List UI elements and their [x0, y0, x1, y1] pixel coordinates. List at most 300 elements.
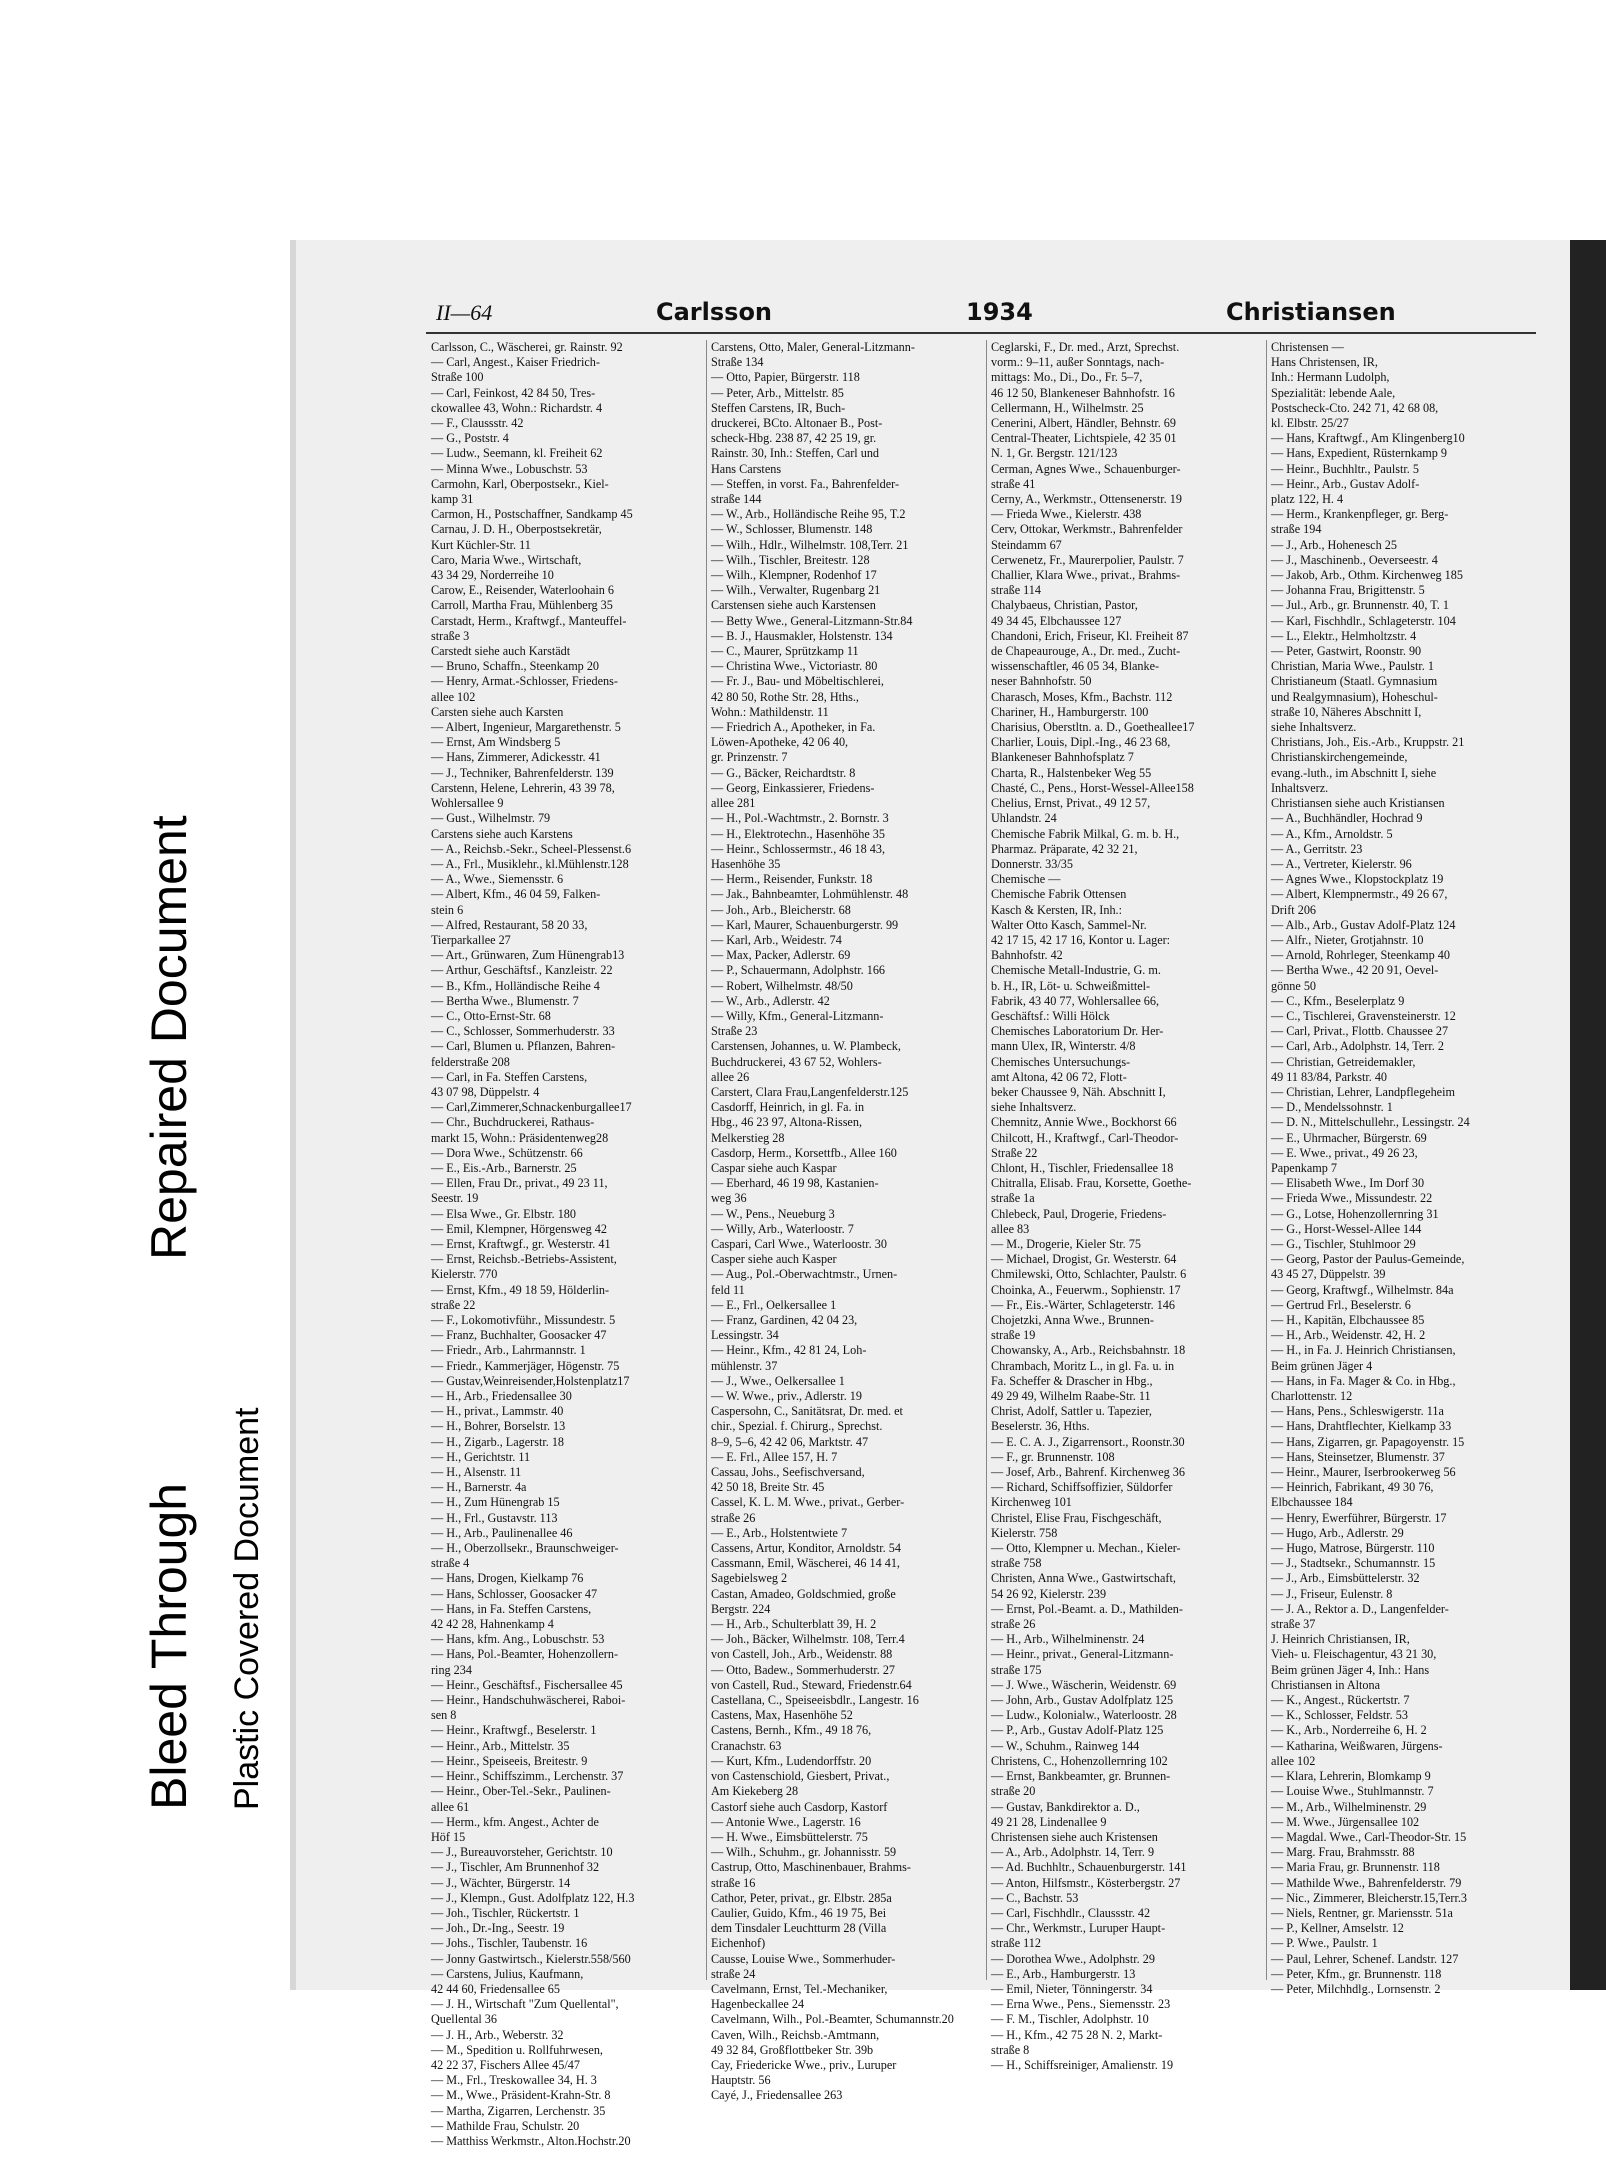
- directory-entry-line: — H., Oberzollsekr., Braunschweiger-: [431, 1541, 619, 1556]
- directory-entry-line: kamp 31: [431, 492, 474, 507]
- directory-entry-line: — Hans, in Fa. Mager & Co. in Hbg.,: [1271, 1373, 1456, 1388]
- directory-entry-line: Charisius, Oberstltn. a. D., Goetheallee17: [991, 720, 1195, 735]
- directory-entry-line: — Hans, Schlosser, Goosacker 47: [431, 1586, 598, 1601]
- directory-entry-line: — E., Eis.-Arb., Barnerstr. 25: [431, 1160, 577, 1175]
- column-3: [991, 340, 1261, 2072]
- directory-entry-line: — B. J., Hausmakler, Holstenstr. 134: [711, 628, 893, 643]
- directory-entry-line: straße 22: [431, 1297, 476, 1312]
- directory-entry-line: — F., Lokomotivführ., Missundestr. 5: [431, 1313, 616, 1327]
- directory-entry-line: — Heinr., Arb., Gustav Adolf-: [1271, 476, 1420, 491]
- directory-entry-line: — Alfred, Restaurant, 58 20 33,: [431, 917, 588, 932]
- directory-entry-line: — Franz, Buchhalter, Goosacker 47: [431, 1328, 607, 1343]
- directory-entry-line: — Carl, Feinkost, 42 84 50, Tres-: [431, 385, 596, 400]
- directory-entry-line: — Minna Wwe., Lobuschstr. 53: [431, 461, 588, 476]
- directory-entry-line: Pharmaz. Präparate, 42 32 21,: [991, 841, 1138, 856]
- directory-entry-line: — Carl, Blumen u. Pflanzen, Bahren-: [431, 1039, 616, 1054]
- directory-entry-line: — Heinr., Schlossermstr., 46 18 43,: [711, 841, 886, 856]
- directory-entry-line: — A., Arb., Adolphstr. 14, Terr. 9: [991, 1845, 1155, 1860]
- directory-entry-line: vorm.: 9–11, außer Sonntags, nach-: [991, 355, 1165, 370]
- directory-entry-line: Chalybaeus, Christian, Pastor,: [991, 598, 1138, 613]
- directory-entry-line: 42 80 50, Rothe Str. 28, Hths.,: [711, 689, 859, 704]
- directory-entry-line: — A., Vertreter, Kielerstr. 96: [1271, 856, 1412, 871]
- directory-entry-line: Cathor, Peter, privat., gr. Elbstr. 285a: [711, 1890, 892, 1905]
- directory-entry-line: Casdorp, Herm., Korsettfb., Allee 160: [711, 1145, 897, 1160]
- directory-entry-line: Cerv, Ottokar, Werkmstr., Bahrenfelder: [991, 522, 1183, 537]
- directory-entry-line: straße 20: [991, 1784, 1036, 1799]
- directory-entry-line: — Fr., Eis.-Wärter, Schlageterstr. 146: [991, 1297, 1175, 1312]
- directory-entry-line: und Realgymnasium), Hoheschul-: [1271, 689, 1438, 704]
- directory-entry-line: Chandoni, Erich, Friseur, Kl. Freiheit 87: [991, 628, 1189, 643]
- directory-entry-line: 54 26 92, Kielerstr. 239: [991, 1586, 1107, 1601]
- directory-entry-line: — J. H., Arb., Weberstr. 32: [431, 2027, 564, 2042]
- directory-entry-line: — Paul, Lehrer, Schenef. Landstr. 127: [1271, 1951, 1459, 1966]
- directory-entry-line: Chelius, Ernst, Privat., 49 12 57,: [991, 796, 1151, 811]
- directory-entry-line: — Ernst, Kfm., 49 18 59, Hölderlin-: [431, 1282, 610, 1297]
- directory-entry-line: Christensen siehe auch Kristensen: [991, 1829, 1158, 1844]
- directory-entry-line: Castens, Bernh., Kfm., 49 18 76,: [711, 1723, 872, 1738]
- directory-entry-line: — Matthiss Werkmstr., Alton.Hochstr.20: [431, 2133, 631, 2148]
- header-first-entry: Carlsson: [656, 298, 773, 326]
- directory-entry-line: — Carstens, Julius, Kaufmann,: [431, 1966, 584, 1981]
- directory-entry-line: — Niels, Rentner, gr. Mariensstr. 51a: [1271, 1905, 1453, 1920]
- directory-entry-line: — Carl, Arb., Adolphstr. 14, Terr. 2: [1271, 1039, 1444, 1054]
- directory-entry-line: Wohlersallee 9: [431, 796, 504, 811]
- directory-entry-line: — J., Arb., Eimsbüttelerstr. 32: [1271, 1571, 1420, 1586]
- directory-entry-line: — P., Kellner, Amselstr. 12: [1271, 1921, 1404, 1936]
- directory-entry-line: Fabrik, 43 40 77, Wohlersallee 66,: [991, 993, 1160, 1008]
- directory-entry-line: Steindamm 67: [991, 537, 1062, 552]
- directory-entry-line: — Albert, Kfm., 46 04 59, Falken-: [431, 887, 601, 902]
- directory-entry-line: Caulier, Guido, Kfm., 46 19 75, Bei: [711, 1905, 887, 1920]
- directory-entry-line: 43 34 29, Norderreihe 10: [431, 568, 554, 583]
- directory-entry-line: Kurt Küchler-Str. 11: [431, 537, 531, 552]
- directory-entry-line: — Hans, Pens., Schleswigerstr. 11a: [1271, 1404, 1444, 1419]
- directory-entry-line: Cranachstr. 63: [711, 1738, 782, 1753]
- directory-entry-line: — E., Uhrmacher, Bürgerstr. 69: [1271, 1130, 1427, 1145]
- directory-entry-line: — D. N., Mittelschullehr., Lessingstr. 24: [1271, 1115, 1470, 1130]
- directory-entry-line: stein 6: [431, 902, 464, 917]
- directory-entry-line: Höf 15: [431, 1829, 466, 1844]
- directory-entry-line: — Georg, Einkassierer, Friedens-: [711, 780, 875, 795]
- directory-entry-line: Uhlandstr. 24: [991, 811, 1057, 826]
- directory-entry-line: Christiansen siehe auch Kristiansen: [1271, 796, 1445, 811]
- directory-entry-line: — L., Elektr., Helmholtzstr. 4: [1271, 628, 1417, 643]
- directory-entry-line: Cerwenetz, Fr., Maurerpolier, Paulstr. 7: [991, 552, 1184, 567]
- directory-entry-line: — C., Tischlerei, Gravensteinerstr. 12: [1271, 1008, 1456, 1023]
- directory-entry-line: Chojetzki, Anna Wwe., Brunnen-: [991, 1313, 1154, 1327]
- directory-entry-line: — Hugo, Matrose, Bürgerstr. 110: [1271, 1541, 1435, 1556]
- directory-entry-line: straße 4: [431, 1556, 470, 1571]
- directory-entry-line: — Heinrich, Fabrikant, 49 30 76,: [1271, 1480, 1434, 1495]
- directory-entry-line: Inh.: Hermann Ludolph,: [1271, 370, 1390, 385]
- directory-entry-line: — Heinr., Speiseeis, Breitestr. 9: [431, 1753, 588, 1768]
- plastic-covered-label: Plastic Covered Document: [228, 1407, 266, 1810]
- directory-entry-line: Sagebielsweg 2: [711, 1571, 788, 1586]
- directory-entry-line: — Ellen, Frau Dr., privat., 49 23 11,: [431, 1176, 608, 1191]
- directory-entry-line: Cassel, K. L. M. Wwe., privat., Gerber-: [711, 1495, 905, 1510]
- directory-entry-line: Caspersohn, C., Sanitätsrat, Dr. med. et: [711, 1404, 903, 1419]
- header-year: 1934: [966, 298, 1033, 326]
- directory-entry-line: Chemische Metall-Industrie, G. m.: [991, 963, 1161, 978]
- directory-entry-line: — H., Pol.-Wachtmstr., 2. Bornstr. 3: [711, 811, 889, 826]
- directory-entry-line: Carstensen siehe auch Karstensen: [711, 598, 876, 613]
- directory-entry-line: straße 144: [711, 492, 762, 507]
- directory-entry-line: — J. Wwe., Wäscherin, Weidenstr. 69: [991, 1677, 1177, 1692]
- directory-entry-line: Straße 22: [991, 1145, 1038, 1160]
- directory-entry-line: Chemische Fabrik Ottensen: [991, 887, 1127, 902]
- directory-entry-line: amt Altona, 42 06 72, Flott-: [991, 1069, 1127, 1084]
- directory-entry-line: Christens, C., Hohenzollernring 102: [991, 1753, 1168, 1768]
- directory-entry-line: — F. M., Tischler, Adolphstr. 10: [991, 2012, 1149, 2027]
- directory-entry-line: straße 3: [431, 628, 470, 643]
- directory-entry-line: feld 11: [711, 1282, 745, 1297]
- directory-entry-line: Cavelmann, Ernst, Tel.-Mechaniker,: [711, 1981, 888, 1996]
- directory-entry-line: Beim grünen Jäger 4, Inh.: Hans: [1271, 1662, 1430, 1677]
- directory-entry-line: — W., Schuhm., Rainweg 144: [991, 1738, 1140, 1753]
- directory-entry-line: — C., Bachstr. 53: [991, 1890, 1079, 1905]
- directory-entry-line: — H., Bohrer, Borselstr. 13: [431, 1419, 566, 1434]
- directory-entry-line: Christians, Joh., Eis.-Arb., Kruppstr. 21: [1271, 735, 1465, 750]
- directory-entry-line: — C., Maurer, Sprützkamp 11: [711, 644, 859, 659]
- directory-entry-line: — Nic., Zimmerer, Bleicherstr.15,Terr.3: [1271, 1890, 1467, 1905]
- page-number: II—64: [436, 300, 493, 325]
- directory-entry-line: Papenkamp 7: [1271, 1160, 1338, 1175]
- directory-entry-line: — Albert, Klempnermstr., 49 26 67,: [1271, 887, 1448, 902]
- directory-entry-line: — Joh., Dr.-Ing., Seestr. 19: [431, 1921, 565, 1936]
- directory-entry-line: — Richard, Schiffsoffizier, Süldorfer: [991, 1480, 1173, 1495]
- directory-entry-line: Spezialität: lebende Aale,: [1271, 385, 1396, 400]
- directory-entry-line: Seestr. 19: [431, 1191, 479, 1206]
- directory-entry-line: — Frieda Wwe., Kielerstr. 438: [991, 507, 1142, 522]
- directory-entry-line: — H., Kfm., 42 75 28 N. 2, Markt-: [991, 2027, 1163, 2042]
- directory-entry-line: — Friedrich A., Apotheker, in Fa.: [711, 720, 876, 735]
- directory-entry-line: — Robert, Wilhelmstr. 48/50: [711, 978, 853, 993]
- directory-entry-line: — Christian, Getreidemakler,: [1271, 1054, 1416, 1069]
- directory-entry-line: Cassmann, Emil, Wäscherei, 46 14 41,: [711, 1556, 900, 1571]
- directory-entry-line: — Karl, Arb., Weidestr. 74: [711, 932, 842, 947]
- directory-entry-line: — Hans, Zimmerer, Adickesstr. 41: [431, 750, 601, 765]
- directory-entry-line: — F., gr. Brunnenstr. 108: [991, 1449, 1115, 1464]
- directory-entry-line: — A., Kfm., Arnoldstr. 5: [1271, 826, 1393, 841]
- directory-entry-line: — H., privat., Lammstr. 40: [431, 1404, 564, 1419]
- directory-entry-line: — Hans, Expedient, Rüsternkamp 9: [1271, 446, 1448, 461]
- directory-entry-line: — Friedr., Kammerjäger, Högenstr. 75: [431, 1358, 620, 1373]
- directory-entry-line: 43 45 27, Düppelstr. 39: [1271, 1267, 1386, 1282]
- directory-entry-line: — Fr. J., Bau- und Möbeltischlerei,: [711, 674, 884, 689]
- directory-entry-line: Carstert, Clara Frau,Langenfelderstr.125: [711, 1084, 909, 1099]
- directory-entry-line: — Louise Wwe., Stuhlmannstr. 7: [1271, 1784, 1434, 1799]
- directory-entry-line: Castens, Max, Hasenhöhe 52: [711, 1708, 853, 1723]
- directory-entry-line: — Arnold, Rohrleger, Steenkamp 40: [1271, 948, 1450, 963]
- directory-entry-line: — Christian, Lehrer, Landpflegeheim: [1271, 1084, 1455, 1099]
- directory-entry-line: — J. A., Rektor a. D., Langenfelder-: [1271, 1601, 1449, 1616]
- directory-entry-line: straße 1a: [991, 1191, 1035, 1206]
- directory-entry-line: weg 36: [711, 1191, 747, 1206]
- directory-entry-line: — Hans, Steinsetzer, Blumenstr. 37: [1271, 1449, 1445, 1464]
- directory-entry-line: Carstadt, Herm., Kraftwgf., Manteuffel-: [431, 613, 627, 628]
- directory-entry-line: — W., Arb., Adlerstr. 42: [711, 993, 830, 1008]
- directory-entry-line: — C., Kfm., Beselerplatz 9: [1271, 993, 1405, 1008]
- directory-entry-line: straße 114: [991, 583, 1041, 598]
- directory-entry-line: — Herm., Reisender, Funkstr. 18: [711, 872, 873, 887]
- directory-entry-line: — Hugo, Arb., Adlerstr. 29: [1271, 1525, 1404, 1540]
- directory-entry-line: Straße 134: [711, 355, 764, 370]
- directory-entry-line: — Frieda Wwe., Missundestr. 22: [1271, 1191, 1433, 1206]
- directory-entry-line: — E., Arb., Holstentwiete 7: [711, 1525, 848, 1540]
- column-divider: [1266, 340, 1267, 1980]
- directory-entry-line: — H., in Fa. J. Heinrich Christiansen,: [1271, 1343, 1456, 1358]
- directory-entry-line: Casdorff, Heinrich, in gl. Fa. in: [711, 1100, 865, 1115]
- directory-entry-line: — M., Wwe., Präsident-Krahn-Str. 8: [431, 2088, 611, 2103]
- directory-entry-line: — J. H., Wirtschaft "Zum Quellental",: [431, 1997, 619, 2012]
- directory-entry-line: — Ernst, Pol.-Beamt. a. D., Mathilden-: [991, 1601, 1183, 1616]
- directory-entry-line: 42 22 37, Fischers Allee 45/47: [431, 2057, 580, 2072]
- directory-entry-line: — C., Otto-Ernst-Str. 68: [431, 1008, 551, 1023]
- directory-entry-line: Chemisches Laboratorium Dr. Her-: [991, 1024, 1164, 1039]
- directory-entry-line: straße 26: [711, 1510, 756, 1525]
- directory-entry-line: — Peter, Arb., Mittelstr. 85: [711, 385, 844, 400]
- directory-entry-line: — B., Kfm., Holländische Reihe 4: [431, 978, 600, 993]
- directory-entry-line: allee 61: [431, 1799, 470, 1814]
- directory-entry-line: — J., Tischler, Am Brunnenhof 32: [431, 1860, 600, 1875]
- directory-entry-line: — D., Mendelssohnstr. 1: [1271, 1100, 1393, 1115]
- directory-entry-line: — H., Arb., Wilhelminenstr. 24: [991, 1632, 1145, 1647]
- directory-entry-line: Fa. Scheffer & Drascher in Hbg.,: [991, 1373, 1153, 1388]
- directory-entry-line: — Heinr., Geschäftsf., Fischersallee 45: [431, 1677, 623, 1692]
- directory-entry-line: — Arthur, Geschäftsf., Kanzleistr. 22: [431, 963, 613, 978]
- directory-entry-line: Cayé, J., Friedensallee 263: [711, 2088, 843, 2103]
- repaired-document-label: Repaired Document: [141, 815, 197, 1260]
- directory-entry-line: Quellental 36: [431, 2012, 497, 2027]
- directory-entry-line: — Gust., Wilhelmstr. 79: [431, 811, 551, 826]
- directory-entry-line: 46 12 50, Blankeneser Bahnhofstr. 16: [991, 385, 1175, 400]
- directory-entry-line: — J., Wwe., Oelkersallee 1: [711, 1373, 845, 1388]
- directory-entry-line: Chowansky, A., Arb., Reichsbahnstr. 18: [991, 1343, 1186, 1358]
- directory-entry-line: — E. C. A. J., Zigarrensort., Roonstr.30: [991, 1434, 1185, 1449]
- directory-entry-line: — Hans, Drahtflechter, Kielkamp 33: [1271, 1419, 1452, 1434]
- directory-entry-line: b. H., IR, Löt- u. Schweißmittel-: [991, 978, 1151, 993]
- directory-entry-line: Chemisches Untersuchungs-: [991, 1054, 1131, 1069]
- directory-entry-line: — Carl,Zimmerer,Schnackenburgallee17: [431, 1100, 632, 1115]
- directory-entry-line: evang.-luth., im Abschnitt I, siehe: [1271, 765, 1437, 780]
- directory-entry-line: Am Kiekeberg 28: [711, 1784, 799, 1799]
- directory-entry-line: — Ernst, Kraftwgf., gr. Westerstr. 41: [431, 1236, 611, 1251]
- directory-entry-line: — Anton, Hilfsmstr., Kösterbergstr. 27: [991, 1875, 1181, 1890]
- directory-entry-line: — Karl, Fischhdlr., Schlageterstr. 104: [1271, 613, 1456, 628]
- directory-entry-line: mühlenstr. 37: [711, 1358, 778, 1373]
- directory-entry-line: — G., Tischler, Stuhlmoor 29: [1271, 1236, 1416, 1251]
- directory-entry-line: Elbchaussee 184: [1271, 1495, 1353, 1510]
- directory-entry-line: Chemnitz, Annie Wwe., Bockhorst 66: [991, 1115, 1177, 1130]
- directory-entry-line: — M. Wwe., Jürgensallee 102: [1271, 1814, 1420, 1829]
- directory-entry-line: straße 8: [991, 2042, 1030, 2057]
- directory-entry-line: — P., Schauermann, Adolphstr. 166: [711, 963, 886, 978]
- bleed-through-label: Bleed Through: [141, 1482, 197, 1810]
- directory-entry-line: — A., Wwe., Siemensstr. 6: [431, 872, 564, 887]
- directory-entry-line: — H., Gerichtstr. 11: [431, 1449, 531, 1464]
- directory-entry-line: — J., Techniker, Bahrenfelderstr. 139: [431, 765, 614, 780]
- directory-entry-line: — Wilh., Tischler, Breitestr. 128: [711, 552, 870, 567]
- directory-entry-line: Carstens, Otto, Maler, General-Litzmann-: [711, 340, 915, 354]
- directory-entry-line: Chemische Fabrik Milkal, G. m. b. H.,: [991, 826, 1180, 841]
- directory-entry-line: Charta, R., Halstenbeker Weg 55: [991, 765, 1152, 780]
- directory-entry-line: — Hans, Pol.-Beamter, Hohenzollern-: [431, 1647, 619, 1662]
- directory-entry-line: — Marg. Frau, Brahmsstr. 88: [1271, 1845, 1415, 1860]
- directory-entry-line: straße 41: [991, 476, 1036, 491]
- directory-entry-line: straße 26: [991, 1617, 1036, 1632]
- directory-entry-line: Christ, Adolf, Sattler u. Tapezier,: [991, 1404, 1152, 1419]
- directory-entry-line: 49 21 28, Lindenallee 9: [991, 1814, 1107, 1829]
- directory-entry-line: Straße 100: [431, 370, 484, 385]
- directory-entry-line: — Bertha Wwe., Blumenstr. 7: [431, 993, 579, 1008]
- directory-entry-line: — G., Horst-Wessel-Allee 144: [1271, 1221, 1422, 1236]
- directory-entry-line: — E., Arb., Hamburgerstr. 13: [991, 1966, 1136, 1981]
- directory-entry-line: — Maria Frau, gr. Brunnenstr. 118: [1271, 1860, 1440, 1875]
- directory-entry-line: — Heinr., Kraftwgf., Beselerstr. 1: [431, 1723, 597, 1738]
- directory-entry-line: — Willy, Arb., Waterloostr. 7: [711, 1221, 854, 1236]
- directory-entry-line: Castellana, C., Speiseeisbdlr., Langestr. 16: [711, 1693, 919, 1708]
- directory-entry-line: Tierparkallee 27: [431, 932, 511, 947]
- directory-entry-line: — Antonie Wwe., Lagerstr. 16: [711, 1814, 861, 1829]
- directory-entry-line: allee 26: [711, 1069, 750, 1084]
- page-header: [296, 240, 1546, 326]
- directory-entry-line: Cassens, Artur, Konditor, Arnoldstr. 54: [711, 1541, 901, 1556]
- directory-entry-line: — Ernst, Reichsb.-Betriebs-Assistent,: [431, 1252, 617, 1267]
- directory-entry-line: platz 122, H. 4: [1271, 492, 1344, 507]
- directory-entry-line: — Ludw., Kolonialw., Waterloostr. 28: [991, 1708, 1177, 1723]
- directory-entry-line: — Ernst, Am Windsberg 5: [431, 735, 561, 750]
- directory-entry-line: — Wilh., Klempner, Rodenhof 17: [711, 568, 877, 583]
- directory-entry-line: Chrambach, Moritz L., in gl. Fa. u. in: [991, 1358, 1175, 1373]
- directory-entry-line: kl. Elbstr. 25/27: [1271, 416, 1349, 431]
- directory-entry-line: — Johs., Tischler, Taubenstr. 16: [431, 1936, 588, 1951]
- directory-entry-line: 49 32 84, Großflottbeker Str. 39b: [711, 2042, 874, 2057]
- directory-entry-line: — Bruno, Schaffn., Steenkamp 20: [431, 659, 600, 674]
- directory-entry-line: Chariner, H., Hamburgerstr. 100: [991, 704, 1149, 719]
- directory-entry-line: — Elsa Wwe., Gr. Elbstr. 180: [431, 1206, 576, 1221]
- directory-entry-line: — M., Arb., Wilhelminenstr. 29: [1271, 1799, 1427, 1814]
- directory-entry-line: — Peter, Kfm., gr. Brunnenstr. 118: [1271, 1966, 1442, 1981]
- directory-entry-line: — Bertha Wwe., 42 20 91, Oevel-: [1271, 963, 1439, 978]
- column-divider: [986, 340, 987, 1980]
- directory-entry-line: Geschäftsf.: Willi Hölck: [991, 1008, 1110, 1023]
- directory-entry-line: Bergstr. 224: [711, 1601, 771, 1616]
- directory-entry-line: — Jak., Bahnbeamter, Lohmühlenstr. 48: [711, 887, 909, 902]
- directory-entry-line: — G., Lotse, Hohenzollernring 31: [1271, 1206, 1439, 1221]
- directory-entry-line: — Martha, Zigarren, Lerchenstr. 35: [431, 2103, 606, 2118]
- directory-entry-line: — M., Spedition u. Rollfuhrwesen,: [431, 2042, 603, 2057]
- directory-entry-line: Chemische —: [991, 872, 1061, 887]
- directory-entry-line: — Georg, Pastor der Paulus-Gemeinde,: [1271, 1252, 1465, 1267]
- directory-entry-line: — Ernst, Bankbeamter, gr. Brunnen-: [991, 1769, 1171, 1784]
- directory-entry-line: — Jakob, Arb., Othm. Kirchenweg 185: [1271, 568, 1463, 583]
- directory-entry-line: — J., Maschinenb., Oeverseestr. 4: [1271, 552, 1438, 567]
- directory-entry-line: — H., Kapitän, Elbchaussee 85: [1271, 1313, 1425, 1327]
- directory-entry-line: siehe Inhaltsverz.: [991, 1100, 1077, 1115]
- directory-entry-line: — Wilh., Schuhm., gr. Johannisstr. 59: [711, 1845, 897, 1860]
- directory-entry-line: — Josef, Arb., Bahrenf. Kirchenweg 36: [991, 1465, 1185, 1480]
- directory-entry-line: — Peter, Gastwirt, Roonstr. 90: [1271, 644, 1422, 659]
- directory-entry-line: Christiansen in Altona: [1271, 1677, 1381, 1692]
- directory-entry-line: — P. Wwe., Paulstr. 1: [1271, 1936, 1378, 1951]
- directory-entry-line: — Gertrud Frl., Beselerstr. 6: [1271, 1297, 1411, 1312]
- directory-entry-line: — Herm., Krankenpfleger, gr. Berg-: [1271, 507, 1449, 522]
- column-4: [1271, 340, 1541, 1996]
- page-edge: [1570, 240, 1606, 1990]
- header-rule: [426, 332, 1536, 334]
- directory-entry-line: Hbg., 46 23 97, Altona-Rissen,: [711, 1115, 862, 1130]
- directory-entry-line: — H., Arb., Paulinenallee 46: [431, 1525, 573, 1540]
- directory-entry-line: Kirchenweg 101: [991, 1495, 1072, 1510]
- directory-entry-line: beker Chaussee 9, Näh. Abschnitt I,: [991, 1084, 1166, 1099]
- directory-page: [290, 240, 1606, 2148]
- directory-entry-line: — W., Schlosser, Blumenstr. 148: [711, 522, 873, 537]
- directory-entry-line: — Albert, Ingenieur, Margarethenstr. 5: [431, 720, 621, 735]
- directory-entry-line: Caspari, Carl Wwe., Waterloostr. 30: [711, 1236, 887, 1251]
- directory-entry-line: Drift 206: [1271, 902, 1317, 917]
- directory-entry-line: Carstensen, Johannes, u. W. Plambeck,: [711, 1039, 901, 1054]
- directory-entry-line: straße 758: [991, 1556, 1042, 1571]
- directory-entry-line: — W. Wwe., priv., Adlerstr. 19: [711, 1389, 862, 1404]
- directory-entry-line: — Gustav,Weinreisender,Holstenplatz17: [431, 1373, 630, 1388]
- directory-entry-line: — Jonny Gastwirtsch., Kielerstr.558/560: [431, 1951, 631, 1966]
- directory-entry-line: — Otto, Papier, Bürgerstr. 118: [711, 370, 860, 385]
- directory-entry-line: mittags: Mo., Di., Do., Fr. 5–7,: [991, 370, 1143, 385]
- directory-entry-line: — W., Arb., Holländische Reihe 95, T.2: [711, 507, 906, 522]
- directory-entry-line: mann Ulex, IR, Winterstr. 4/8: [991, 1039, 1136, 1054]
- directory-entry-line: de Chapeaurouge, A., Dr. med., Zucht-: [991, 644, 1181, 659]
- directory-entry-line: — Hans, Zigarren, gr. Papagoyenstr. 15: [1271, 1434, 1465, 1449]
- directory-entry-line: N. 1, Gr. Bergstr. 121/123: [991, 446, 1118, 461]
- directory-entry-line: — Gustav, Bankdirektor a. D.,: [991, 1799, 1140, 1814]
- directory-entry-line: — Magdal. Wwe., Carl-Theodor-Str. 15: [1271, 1829, 1467, 1844]
- directory-entry-line: — Dorothea Wwe., Adolphstr. 29: [991, 1951, 1155, 1966]
- directory-entry-line: druckerei, BCto. Altonaer B., Post-: [711, 416, 883, 431]
- directory-entry-line: — Alfr., Nieter, Grotjahnstr. 10: [1271, 932, 1424, 947]
- directory-entry-line: Steffen Carstens, IR, Buch-: [711, 400, 846, 415]
- directory-entry-line: Carlsson, C., Wäscherei, gr. Rainstr. 92: [431, 340, 623, 354]
- directory-entry-line: — Wilh., Verwalter, Rugenbarg 21: [711, 583, 881, 598]
- directory-entry-line: Hagenbeckallee 24: [711, 1997, 805, 2012]
- directory-entry-line: Ceglarski, F., Dr. med., Arzt, Sprechst.: [991, 340, 1180, 354]
- directory-entry-line: Melkerstieg 28: [711, 1130, 785, 1145]
- directory-entry-line: Castrup, Otto, Maschinenbauer, Brahms-: [711, 1860, 911, 1875]
- directory-entry-line: Carstens siehe auch Karstens: [431, 826, 573, 841]
- directory-entry-line: Christensen —: [1271, 340, 1344, 354]
- directory-entry-line: — Carl, Fischhdlr., Claussstr. 42: [991, 1905, 1151, 1920]
- directory-entry-line: Charlottenstr. 12: [1271, 1389, 1353, 1404]
- directory-entry-line: Causse, Louise Wwe., Sommerhuder-: [711, 1951, 896, 1966]
- directory-entry-line: — Hans, Drogen, Kielkamp 76: [431, 1571, 584, 1586]
- directory-entry-line: 42 50 18, Breite Str. 45: [711, 1480, 825, 1495]
- directory-entry-line: — Hans, Kraftwgf., Am Klingenberg10: [1271, 431, 1465, 446]
- directory-entry-line: — A., Buchhändler, Hochrad 9: [1271, 811, 1423, 826]
- directory-entry-line: — Chr., Werkmstr., Luruper Haupt-: [991, 1921, 1166, 1936]
- directory-entry-line: — Betty Wwe., General-Litzmann-Str.84: [711, 613, 913, 628]
- directory-entry-line: Beim grünen Jäger 4: [1271, 1358, 1373, 1373]
- header-last-entry: Christiansen: [1226, 298, 1396, 326]
- directory-entry-line: — Joh., Bäcker, Wilhelmstr. 108, Terr.4: [711, 1632, 905, 1647]
- directory-entry-line: — Georg, Kraftwgf., Wilhelmstr. 84a: [1271, 1282, 1454, 1297]
- directory-entry-line: Inhaltsverz.: [1271, 780, 1329, 795]
- directory-entry-line: — H. Wwe., Eimsbüttelerstr. 75: [711, 1829, 868, 1844]
- directory-entry-line: Christianeum (Staatl. Gymnasium: [1271, 674, 1438, 689]
- directory-entry-line: — Carl, Angest., Kaiser Friedrich-: [431, 355, 600, 370]
- directory-entry-line: Hauptstr. 56: [711, 2073, 771, 2088]
- directory-entry-line: straße 10, Näheres Abschnitt I,: [1271, 704, 1422, 719]
- directory-entry-line: Christianskirchengemeinde,: [1271, 750, 1408, 765]
- directory-entry-line: — Ad. Buchhltr., Schauenburgerstr. 141: [991, 1860, 1187, 1875]
